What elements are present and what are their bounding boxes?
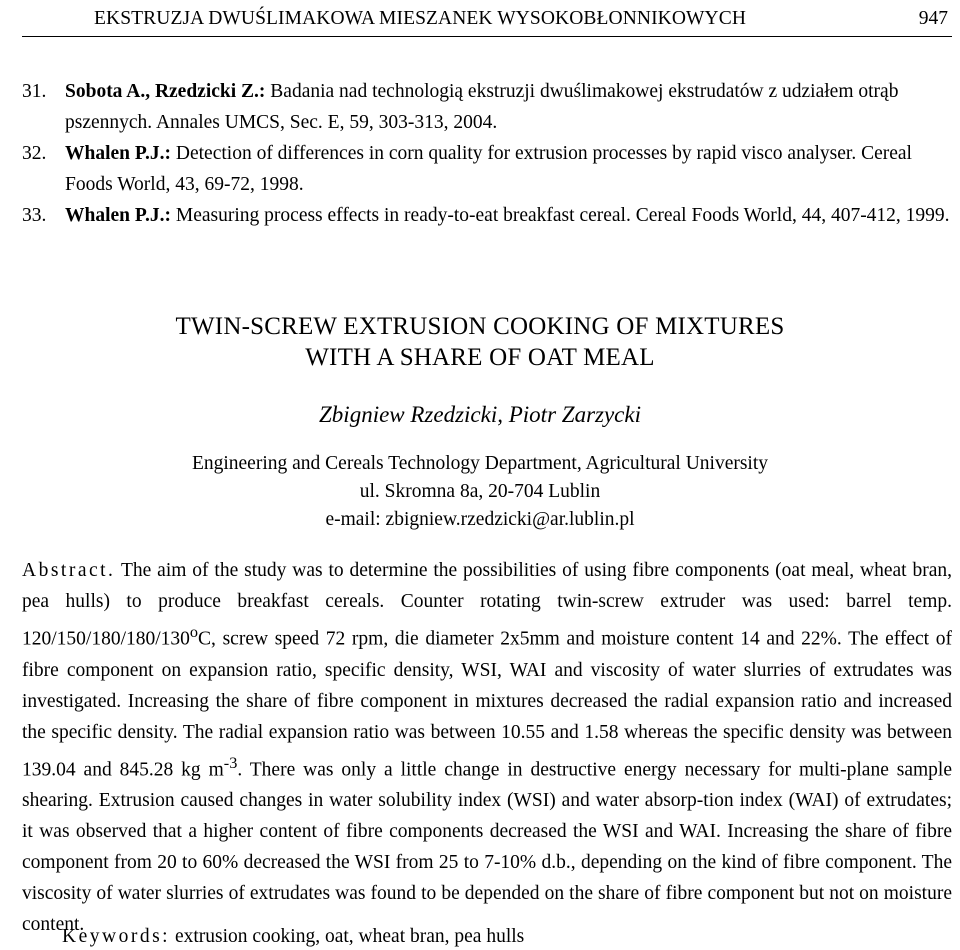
email: e-mail: zbigniew.rzedzicki@ar.lublin.pl bbox=[325, 509, 635, 530]
abstract-text: The aim of the study was to determine the possibilities of using fibre components (oat meal, wheat bran, pea hulls) to produce breakfast cereals. Counter rotating twin-screw extruder was used: barrel temp. 120/150/180/180/130 bbox=[22, 560, 952, 650]
page-number: 947 bbox=[918, 8, 948, 29]
keywords-label: Keywords: bbox=[62, 926, 171, 947]
affiliation-block bbox=[0, 450, 960, 534]
address: ul. Skromna 8a, 20-704 Lublin bbox=[359, 481, 601, 502]
abstract-text: C, screw speed 72 rpm, die diameter 2x5mm and moisture content 14 and 22%. The effect of fibre component on expansion ratio, specific density, WSI, WAI and viscosity of water slurries of extrudates was investigated. Increasing the share of fibre component in mixtures decreased the radial expansion ratio and increased the specific density. The radial expansion ratio was between 10.55 and 1.58 whereas the specific density was between 139.04 and 845.28 kg m bbox=[22, 628, 952, 780]
reference-text: Badania nad technologią ekstruzji dwuślimakowej ekstrudatów z udziałem otrąb pszennych. Annales UMCS, Sec. E, 59, 303-313, 2004. bbox=[65, 81, 899, 133]
reference-number: 31. bbox=[22, 81, 47, 102]
keywords bbox=[62, 924, 524, 950]
reference-text: Detection of differences in corn quality for extrusion processes by rapid visco analyser. Cereal Foods World, 43, 69-72, 1998. bbox=[65, 143, 912, 195]
reference-item bbox=[22, 76, 957, 138]
affiliation: Engineering and Cereals Technology Department, Agricultural University bbox=[191, 453, 769, 474]
reference-authors: Sobota A., Rzedzicki Z.: bbox=[65, 81, 266, 102]
reference-item bbox=[22, 200, 957, 231]
reference-list bbox=[22, 76, 957, 231]
abstract-text: . There was only a little change in destructive energy necessary for multi-plane sample shearing. Extrusion caused changes in water solubility index (WSI) and water absorp-tion index (WAI) of extrudates; it was observed that a higher content of fibre components decreased the WSI and WAI. Increasing the share of fibre component from 20 to 60% decreased the WSI from 25 to 7-10% d.b., depending on the kind of fibre component. The viscosity of water slurries of extrudates was found to be depended on the share of fibre component but not on moisture content. bbox=[22, 759, 953, 935]
running-header bbox=[22, 4, 952, 37]
reference-number: 32. bbox=[22, 143, 47, 164]
reference-authors: Whalen P.J.: bbox=[65, 143, 172, 164]
keywords-text: extrusion cooking, oat, wheat bran, pea hulls bbox=[170, 926, 525, 947]
running-title: EKSTRUZJA DWUŚLIMAKOWA MIESZANEK WYSOKOBŁONNIKOWYCH bbox=[94, 8, 747, 29]
reference-item bbox=[22, 138, 957, 200]
reference-authors: Whalen P.J.: bbox=[65, 205, 172, 226]
abstract-label: Abstract. bbox=[22, 560, 116, 581]
superscript-degree: o bbox=[189, 623, 199, 641]
paper-authors: Zbigniew Rzedzicki, Piotr Zarzycki bbox=[319, 402, 641, 427]
reference-text: Measuring process effects in ready-to-eat breakfast cereal. Cereal Foods World, 44, 407-412, 1999. bbox=[171, 205, 950, 226]
abstract bbox=[22, 555, 952, 940]
superscript-exponent: -3 bbox=[223, 753, 238, 772]
reference-number: 33. bbox=[22, 205, 47, 226]
paper-title-line-1: TWIN-SCREW EXTRUSION COOKING OF MIXTURES bbox=[175, 313, 785, 340]
paper-title-block bbox=[0, 311, 960, 534]
paper-title-line-2: WITH A SHARE OF OAT MEAL bbox=[305, 344, 655, 371]
